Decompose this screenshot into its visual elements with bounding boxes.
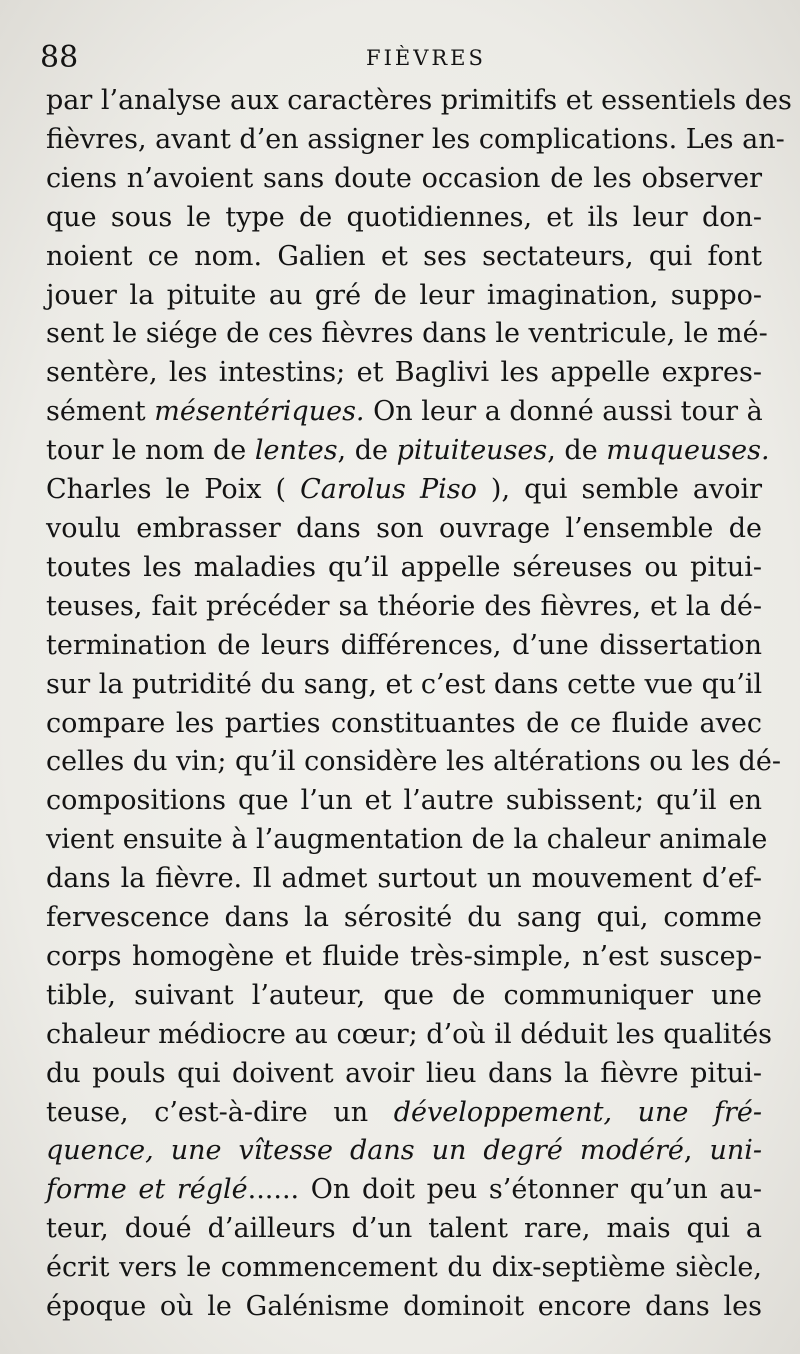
text-line: compare les parties constituantes de ce fluide avec: [46, 707, 762, 739]
text-line: quence, une vîtesse dans un degré modéré, uni-: [46, 1135, 762, 1167]
text-line: du pouls qui doivent avoir lieu dans la fièvre pitui-: [46, 1057, 762, 1089]
text-line: teur, doué d’ailleurs d’un talent rare, mais qui a: [46, 1213, 762, 1245]
text-line: toutes les maladies qu’il appelle séreuses ou pitui-: [46, 551, 762, 583]
text-line: teuses, fait précéder sa théorie des fièvres, et la dé-: [46, 590, 762, 622]
text-line: écrit vers le commencement du dix-septième siècle,: [46, 1252, 762, 1284]
text-line: celles du vin; qu’il considère les altérations ou les dé-: [46, 746, 781, 778]
text-line: sentère, les intestins; et Baglivi les appelle expres-: [46, 357, 762, 389]
page-number: 88: [40, 40, 79, 75]
text-line: teuse, c’est-à-dire un développement, une fré-: [46, 1096, 762, 1128]
page-header: [40, 38, 760, 78]
text-line: sément mésentériques. On leur a donné aussi tour à: [46, 396, 763, 428]
text-line: corps homogène et fluide très-simple, n’est suscep-: [46, 940, 762, 972]
text-line: tour le nom de lentes, de pituiteuses, de muqueuses.: [46, 435, 770, 467]
text-line: termination de leurs différences, d’une dissertation: [46, 629, 762, 661]
running-title: FIÈVRES: [366, 46, 486, 70]
text-line: tible, suivant l’auteur, que de communiquer une: [46, 979, 762, 1011]
text-line: fièvres, avant d’en assigner les complications. Les an-: [46, 123, 785, 155]
text-line: époque où le Galénisme dominoit encore dans les: [46, 1291, 762, 1323]
text-line: noient ce nom. Galien et ses sectateurs, qui font: [46, 240, 762, 272]
text-line: jouer la pituite au gré de leur imagination, suppo-: [46, 279, 762, 311]
text-line: sent le siége de ces fièvres dans le ventricule, le mé-: [46, 318, 768, 350]
text-line: par l’analyse aux caractères primitifs et essentiels des: [46, 85, 792, 116]
text-line: forme et réglé...... On doit peu s’étonner qu’un au-: [46, 1174, 762, 1206]
text-line: voulu embrasser dans son ouvrage l’ensemble de: [46, 512, 762, 544]
text-line: chaleur médiocre au cœur; d’où il déduit les qualités: [46, 1018, 773, 1050]
text-line: compositions que l’un et l’autre subissent; qu’il en: [46, 785, 762, 817]
text-line: vient ensuite à l’augmentation de la chaleur animale: [46, 824, 768, 856]
text-line: dans la fièvre. Il admet surtout un mouvement d’ef-: [46, 863, 762, 895]
text-line: sur la putridité du sang, et c’est dans cette vue qu’il: [46, 668, 763, 700]
text-line: que sous le type de quotidiennes, et ils leur don-: [46, 201, 762, 233]
text-line: ciens n’avoient sans doute occasion de les observer: [46, 162, 762, 194]
body-text: [46, 82, 792, 1327]
text-line: Charles le Poix ( Carolus Piso ), qui semble avoir: [46, 474, 763, 506]
text-line: fervescence dans la sérosité du sang qui, comme: [46, 902, 762, 934]
